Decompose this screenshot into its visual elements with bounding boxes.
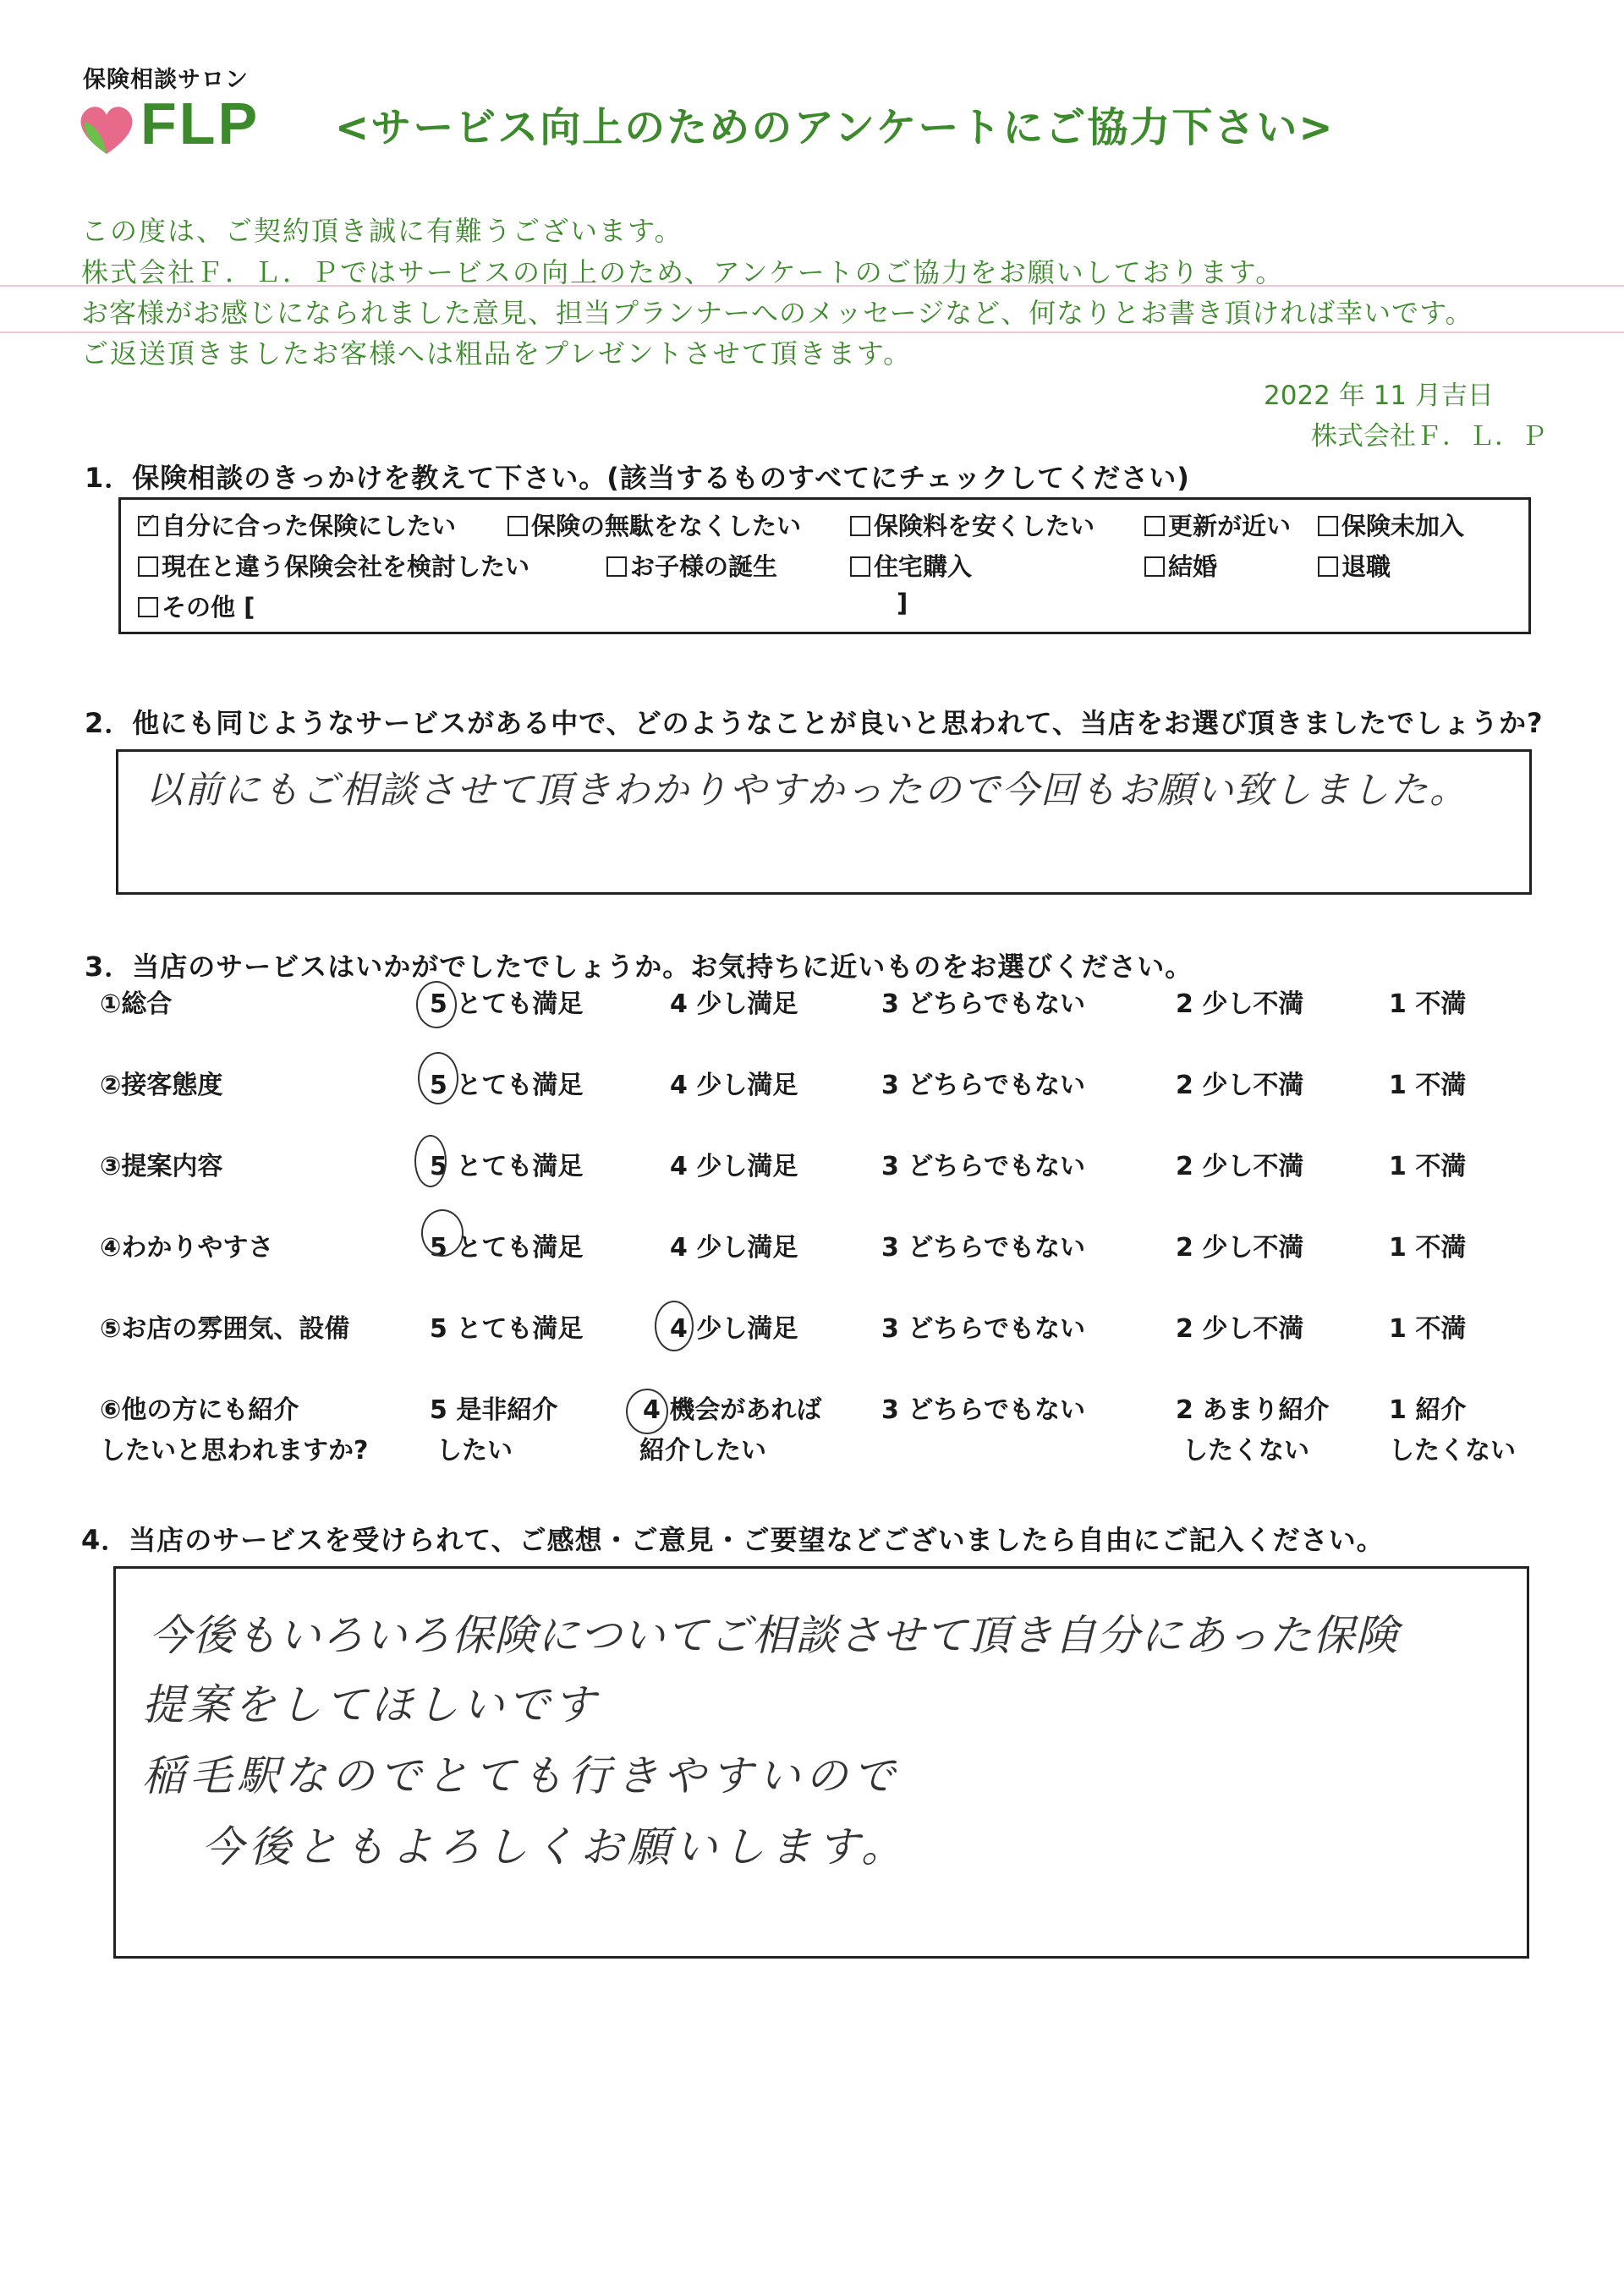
checkbox[interactable] [850,516,870,536]
rating-option-1[interactable]: 1 不満 [1389,1071,1467,1100]
checkbox[interactable] [508,516,528,536]
q4-answer-line-4: 今後ともよろしくお願いします。 [201,1822,908,1871]
q2-answer: 以前にもご相談させて頂きわかりやすかったので今回もお願い致しました。 [145,769,1468,812]
selection-circle [655,1301,694,1351]
checkbox[interactable] [138,556,158,577]
selection-circle [414,1135,447,1187]
rating-option-2[interactable]: 2 少し不満 [1176,1152,1304,1181]
rating-option-2[interactable]: 2 少し不満 [1176,1071,1304,1100]
rating-option-5[interactable]: 5 とても満足 [430,1071,584,1100]
selection-circle [421,1209,464,1257]
q3-heading: 3．当店のサービスはいかがでしたでしょうか。お気持ちに近いものをお選びください。 [85,951,1193,983]
q1-option-4[interactable]: 更新が近い [1144,507,1291,542]
referral-option-3[interactable]: 3 どちらでもない [881,1395,1086,1425]
rating-option-1[interactable]: 1 不満 [1389,989,1467,1019]
q4-answer-line-3: 稲毛駅なのでとても行きやすいので [142,1751,900,1800]
rating-row-label: ⑤お店の雰囲気、設備 [100,1314,350,1344]
rating-option-1[interactable]: 1 不満 [1389,1233,1467,1263]
rating-option-1[interactable]: 1 不満 [1389,1314,1467,1344]
company-name: 株式会社Ｆ．Ｌ．Ｐ [1311,421,1547,452]
rating-option-2[interactable]: 2 少し不満 [1176,1314,1304,1344]
q1-option-10[interactable]: 退職 [1318,548,1391,583]
page-title: <サービス向上のためのアンケートにご協力下さい> [335,104,1335,151]
q1-option-1[interactable]: ✓自分に合った保険にしたい [138,507,456,542]
rating-option-3[interactable]: 3 どちらでもない [881,1152,1086,1181]
intro-line-2: 株式会社Ｆ．Ｌ．Ｐではサービスの向上のため、アンケートのご協力をお願いしております。 [81,256,1285,288]
rating-option-3[interactable]: 3 どちらでもない [881,1071,1086,1100]
rating-option-5[interactable]: 5 とても満足 [430,1314,584,1344]
checkbox[interactable] [138,597,158,617]
rating-option-3[interactable]: 3 どちらでもない [881,1233,1086,1263]
q4-answer-line-2: 提案をしてほしいです [142,1680,599,1729]
checkbox[interactable] [1144,516,1165,536]
q1-option-8[interactable]: 住宅購入 [850,548,972,583]
selection-circle [416,981,457,1028]
q4-answer-line-1: 今後もいろいろ保険についてご相談させて頂き自分にあった保険 [149,1611,1399,1660]
q4-heading: 4．当店のサービスを受けられて、ご感想・ご意見・ご要望などございましたら自由にご記入ください。 [81,1524,1385,1556]
q1-other-close: ] [897,589,908,617]
rating-row-label: ⑥他の方にも紹介 [100,1395,299,1425]
selection-circle [418,1052,458,1104]
rating-option-3[interactable]: 3 どちらでもない [881,1314,1086,1344]
rating-option-2[interactable]: 2 少し不満 [1176,1233,1304,1263]
q1-option-3[interactable]: 保険料を安くしたい [850,507,1095,542]
rating-option-4[interactable]: 4 少し満足 [670,1233,798,1263]
q1-option-6[interactable]: 現在と違う保険会社を検討したい [138,548,529,583]
referral-option-4[interactable]: 4 機会があれば 紹介したい [639,1395,822,1466]
checkbox[interactable] [850,556,870,577]
rating-option-4[interactable]: 4 少し満足 [670,1071,798,1100]
rating-row-label: したいと思われますか? [100,1436,369,1466]
rating-option-4[interactable]: 4 少し満足 [670,1152,798,1181]
heart-icon [73,95,140,162]
checkbox[interactable] [1318,556,1338,577]
rating-option-3[interactable]: 3 どちらでもない [881,989,1086,1019]
referral-option-5[interactable]: 5 是非紹介 したい [430,1395,558,1466]
checkbox[interactable] [138,516,158,536]
q1-option-9[interactable]: 結婚 [1144,548,1217,583]
referral-option-2[interactable]: 2 あまり紹介 したくない [1176,1395,1330,1466]
q1-option-other[interactable]: その他 [ [138,589,255,623]
rating-row-label: ③提案内容 [100,1152,223,1181]
rating-option-4[interactable]: 4 少し満足 [670,989,798,1019]
checkbox[interactable] [1318,516,1338,536]
date: 2022 年 11 月吉日 [1264,381,1494,411]
rating-option-2[interactable]: 2 少し不満 [1176,989,1304,1019]
rating-option-5[interactable]: 5 とても満足 [430,1152,584,1181]
intro-line-1: この度は、ご契約頂き誠に有難うございます。 [81,215,683,247]
rating-option-5[interactable]: 5 とても満足 [430,1233,584,1263]
q1-option-2[interactable]: 保険の無駄をなくしたい [508,507,801,542]
rating-option-4[interactable]: 4 少し満足 [670,1314,798,1344]
intro-line-3: お客様がお感じになられました意見、担当プランナーへのメッセージなど、何なりとお書き頂ければ幸いです。 [81,297,1473,329]
intro-line-4: ご返送頂きましたお客様へは粗品をプレゼントさせて頂きます。 [81,337,913,370]
rating-row-label: ②接客態度 [100,1071,223,1100]
checkbox[interactable] [606,556,627,577]
logo-tagline: 保険相談サロン [83,67,249,93]
checkbox[interactable] [1144,556,1165,577]
q1-heading: 1．保険相談のきっかけを教えて下さい。(該当するものすべてにチェックしてください) [85,462,1190,494]
rating-row-label: ①総合 [100,989,173,1019]
logo [73,61,284,162]
q1-option-7[interactable]: お子様の誕生 [606,548,777,583]
referral-option-1[interactable]: 1 紹介 したくない [1389,1395,1516,1466]
selection-circle [626,1389,668,1434]
rating-option-1[interactable]: 1 不満 [1389,1152,1467,1181]
rating-option-5[interactable]: 5 とても満足 [430,989,584,1019]
rating-row-label: ④わかりやすさ [100,1233,274,1263]
q2-heading: 2．他にも同じようなサービスがある中で、どのようなことが良いと思われて、当店をお選び頂きましたでしょうか? [85,707,1544,739]
q1-option-5[interactable]: 保険未加入 [1318,507,1464,542]
logo-brand: FLP [140,90,261,156]
